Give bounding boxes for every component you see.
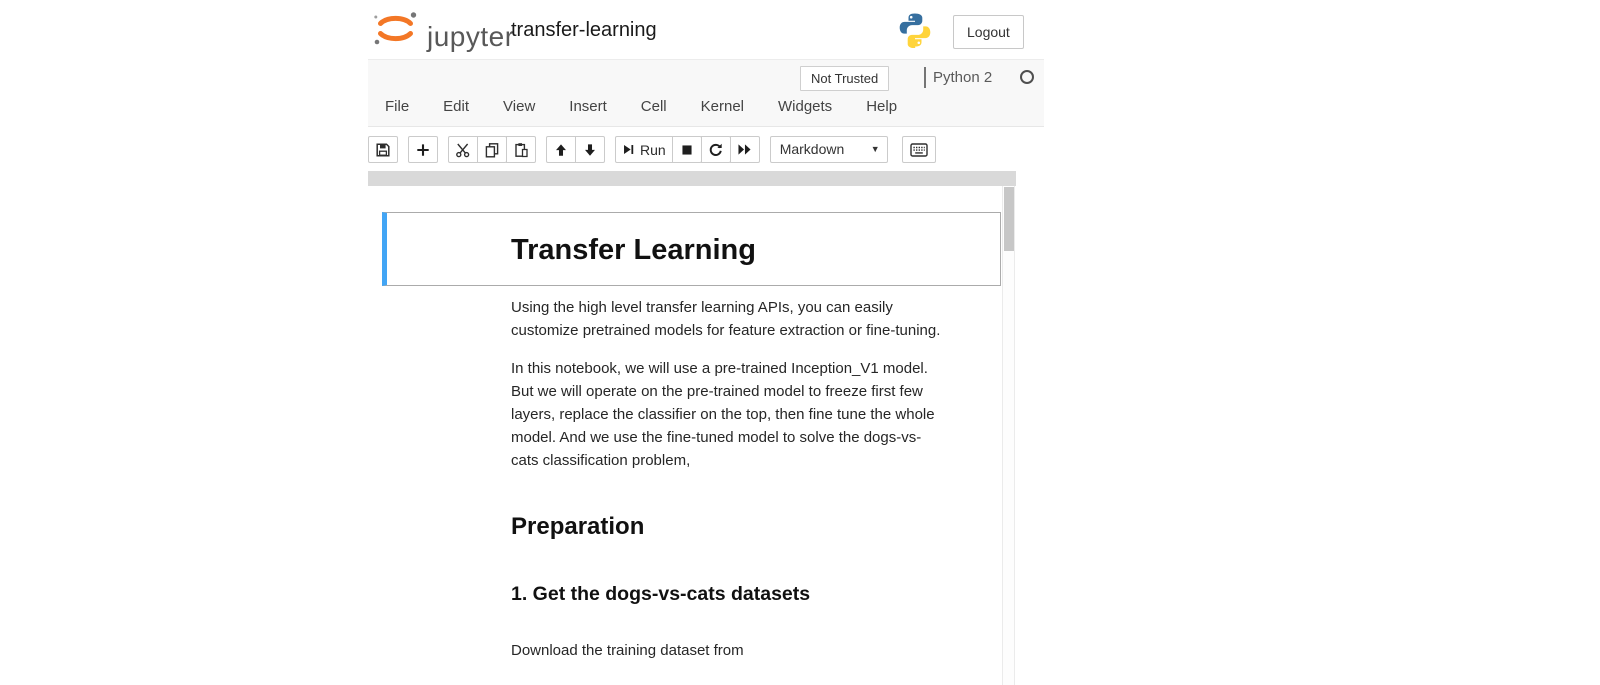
menu-items <box>385 95 897 119</box>
cut-cell-button[interactable] <box>448 136 478 163</box>
menu-help[interactable]: Help <box>866 98 898 115</box>
run-cell-button[interactable] <box>615 136 673 163</box>
menu-kernel[interactable]: Kernel <box>700 98 744 115</box>
fast-forward-icon <box>737 143 752 156</box>
kernel-idle-indicator-icon <box>1020 70 1034 84</box>
jupyter-logo-icon <box>372 10 418 53</box>
add-cell-button[interactable] <box>408 136 438 163</box>
paragraph-text: Using the high level transfer learning APIs, you can easily customize pretrained models for feature extraction or fine-tuning. <box>511 299 941 339</box>
toolbar <box>368 128 1044 171</box>
step-forward-icon <box>622 143 635 156</box>
vertical-scrollbar-track[interactable] <box>1002 186 1015 685</box>
notebook-title[interactable]: transfer-learning <box>511 19 657 41</box>
trust-status-badge[interactable]: Not Trusted <box>800 66 889 91</box>
kernel-separator <box>924 67 926 88</box>
notebook-h3: 1. Get the dogs-vs-cats datasets <box>511 583 811 605</box>
paste-cell-button[interactable] <box>506 136 536 163</box>
paragraph-text: In this notebook, we will use a pre-trained Inception_V1 model. But we will operate on the pre-trained model to freeze first few layers, replace the classifier on the top, then fine tune the whole model. And we use the fine-tuned model to solve the dogs-vs- cats classification problem, <box>511 360 935 469</box>
markdown-cell-paragraph[interactable] <box>511 639 1007 662</box>
copy-icon <box>484 142 500 158</box>
notebook-h2: Preparation <box>511 513 645 540</box>
run-button-label: Run <box>640 141 666 158</box>
restart-kernel-button[interactable] <box>701 136 731 163</box>
logout-button[interactable]: Logout <box>953 15 1024 49</box>
markdown-cell-paragraph[interactable] <box>511 296 1007 342</box>
menu-edit[interactable]: Edit <box>443 98 470 115</box>
menu-file[interactable]: File <box>385 98 410 115</box>
move-cell-down-button[interactable] <box>575 136 605 163</box>
markdown-cell-subsection[interactable] <box>511 583 1007 606</box>
chevron-down-icon: ▼ <box>870 144 880 154</box>
kernel-name: Python 2 <box>933 69 993 86</box>
vertical-scrollbar-thumb[interactable] <box>1004 187 1014 251</box>
arrow-down-icon <box>583 143 597 157</box>
restart-run-all-button[interactable] <box>730 136 760 163</box>
restart-icon <box>708 142 723 157</box>
command-palette-button[interactable] <box>902 136 936 163</box>
arrow-up-icon <box>554 143 568 157</box>
menu-insert[interactable]: Insert <box>569 98 607 115</box>
paste-icon <box>513 142 529 158</box>
move-cell-up-button[interactable] <box>546 136 576 163</box>
copy-cell-button[interactable] <box>477 136 507 163</box>
menu-widgets[interactable]: Widgets <box>778 98 833 115</box>
stop-icon <box>680 143 694 157</box>
paragraph-text: Download the training dataset from <box>511 642 744 659</box>
menu-bar <box>368 59 1044 127</box>
python-logo-icon <box>898 12 932 53</box>
selected-markdown-cell-title[interactable] <box>382 212 1001 286</box>
keyboard-icon <box>910 143 928 157</box>
notebook-scroll-area <box>368 186 1016 685</box>
cell-type-value: Markdown <box>779 141 845 157</box>
interrupt-kernel-button[interactable] <box>672 136 702 163</box>
markdown-cell-section[interactable] <box>511 513 1007 541</box>
save-button[interactable] <box>368 136 398 163</box>
floppy-icon <box>375 142 391 158</box>
menu-cell[interactable]: Cell <box>640 98 667 115</box>
notebook-h1: Transfer Learning <box>511 234 756 266</box>
jupyter-app <box>368 0 1044 685</box>
notebook-top-strip <box>368 171 1016 186</box>
cell-type-select[interactable] <box>770 136 888 163</box>
jupyter-logo[interactable] <box>372 10 515 53</box>
plus-icon <box>416 143 430 157</box>
menu-view[interactable]: View <box>503 98 536 115</box>
jupyter-logo-wordmark: jupyter <box>427 21 515 52</box>
scissors-icon <box>455 142 471 158</box>
notebook-header <box>368 0 1044 59</box>
markdown-cell-paragraph[interactable] <box>511 357 1007 472</box>
